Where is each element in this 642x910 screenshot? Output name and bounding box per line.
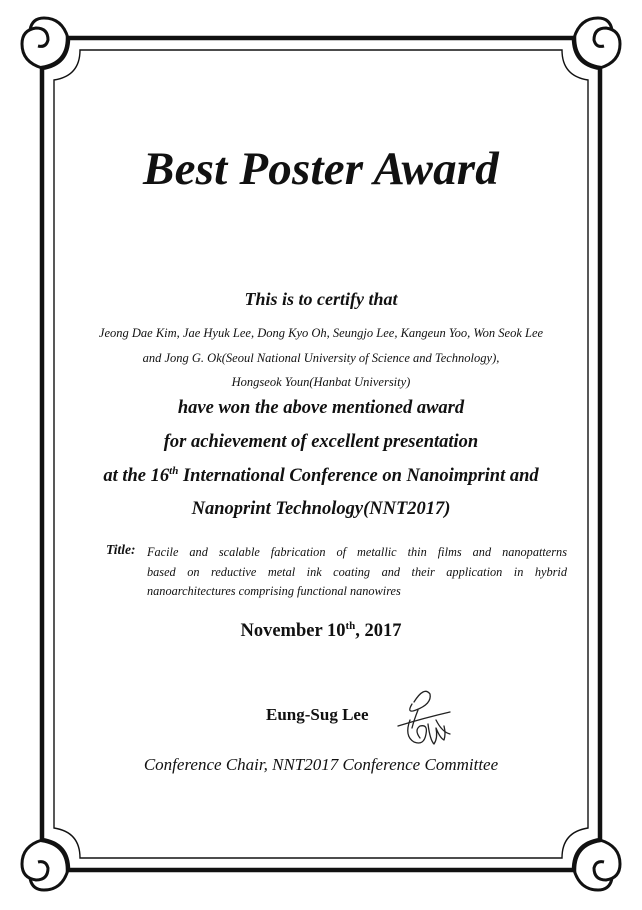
poster-title-line-2: based on reductive metal ink coating and their application in hybrid bbox=[147, 564, 567, 579]
poster-title-line-1: Facile and scalable fabrication of metallic thin films and nanopatterns bbox=[147, 545, 567, 559]
award-line-3-prefix: at the 16 bbox=[103, 466, 170, 486]
award-statement-line-4: Nanoprint Technology(NNT2017) bbox=[191, 499, 451, 519]
signer-role: Conference Chair, NNT2017 Conference Committee bbox=[143, 755, 499, 774]
recipients-line-2: and Jong G. Ok(Seoul National University of Science and Technology), bbox=[142, 351, 500, 365]
award-line-3-suffix: International Conference on Nanoimprint and bbox=[178, 466, 539, 486]
date-ordinal-suffix: th bbox=[345, 619, 356, 632]
signer-name: Eung-Sug Lee bbox=[266, 705, 369, 724]
award-title: Best Poster Award bbox=[143, 143, 499, 195]
handwritten-signature bbox=[384, 680, 464, 760]
date-year: , 2017 bbox=[355, 621, 402, 641]
poster-title-text bbox=[147, 543, 567, 602]
award-statement-line-1: have won the above mentioned award bbox=[177, 398, 465, 418]
award-statement-line-2: for achievement of excellent presentation bbox=[163, 432, 479, 452]
recipients-line-1: Jeong Dae Kim, Jae Hyuk Lee, Dong Kyo Oh, Seungjo Lee, Kangeun Yoo, Won Seok Lee bbox=[98, 326, 544, 340]
certify-line: This is to certify that bbox=[244, 289, 398, 309]
ordinal-suffix: th bbox=[169, 464, 179, 477]
poster-title-line-3: nanoarchitectures comprising functional nanowires bbox=[147, 584, 401, 598]
poster-title-label: Title: bbox=[106, 542, 136, 557]
recipients-line-3: Hongseok Youn(Hanbat University) bbox=[231, 375, 411, 389]
award-statement-line-3 bbox=[0, 466, 642, 487]
award-date bbox=[0, 621, 642, 642]
date-prefix: November 10 bbox=[240, 621, 346, 641]
